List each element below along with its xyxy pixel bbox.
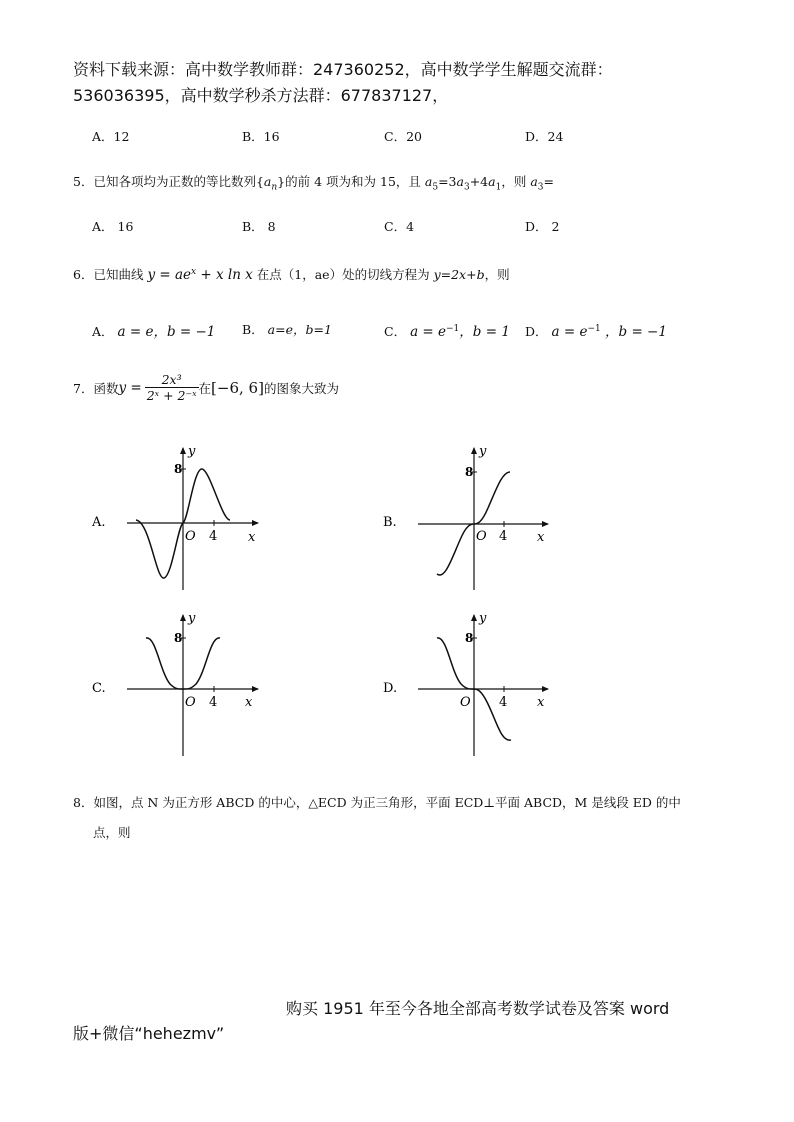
q7-graphs [80, 440, 740, 770]
q6-option-c-letter: C． [384, 324, 407, 339]
q4-option-b: B．16 [242, 129, 280, 144]
q5-then: ，则 [501, 174, 531, 189]
q8-line2: 点，则 [93, 825, 131, 840]
graph-a-x-tick-label: 4 [209, 529, 218, 544]
q6-curve: y = ae [147, 267, 191, 283]
q7-denominator: 2ˣ + 2⁻ˣ [146, 388, 197, 403]
q5-plus: +4 [469, 174, 489, 189]
footer-line1: 购买 1951 年至今各地全部高考数学试卷及答案 word [286, 999, 670, 1018]
q5-seq-sub: n [271, 182, 278, 193]
graph-d [383, 611, 548, 756]
q6-curve-sup: x [191, 266, 197, 277]
q7-mid: 在 [198, 380, 212, 396]
graph-c-y-tick-label: 8 [174, 631, 183, 645]
footer-line2: 版+微信“hehezmv” [73, 1024, 225, 1043]
q5-a3b-sub: 3 [537, 182, 544, 193]
question-6-stem [73, 265, 510, 283]
question-8-stem [73, 793, 773, 811]
q6-option-d [525, 320, 667, 340]
question-5-stem [73, 172, 554, 193]
q6-option-d-tail: ，b = −1 [600, 324, 667, 340]
graph-b-option-label: B. [383, 515, 397, 530]
graph-b-y-label: y [479, 444, 487, 459]
graph-a-y-tick-label: 8 [174, 462, 183, 476]
q5-seq-var: a [263, 174, 272, 189]
q5-eq: =3 [438, 174, 457, 189]
q6-option-a [92, 320, 215, 340]
q6-option-c [384, 320, 510, 340]
q4-option-a: A．12 [92, 129, 130, 144]
graph-b [383, 444, 548, 590]
q5-a5: a [424, 174, 433, 189]
q4-option-c: C．20 [384, 129, 422, 144]
q7-pre: 函数 [93, 380, 119, 396]
question-7-stem [73, 372, 339, 403]
graph-d-x-tick-label: 4 [499, 695, 508, 710]
source-header-line1: 资料下载来源：高中数学教师群：247360252，高中数学学生解题交流群： [73, 60, 613, 79]
q6-option-c-text: a = e [410, 324, 446, 340]
q5-a5-sub: 5 [432, 182, 439, 193]
q5-option-b: B． 8 [242, 219, 276, 234]
graph-b-x-tick-label: 4 [499, 529, 508, 544]
q6-option-b-text: a=e，b=1 [267, 322, 332, 337]
q6-stem-c: ，则 [484, 267, 510, 282]
graph-b-origin-label: O [476, 529, 487, 544]
q5-a1-sub: 1 [495, 182, 502, 193]
q6-option-d-text: a = e [551, 324, 588, 340]
q6-option-d-letter: D． [525, 324, 548, 339]
graph-d-y-label: y [479, 611, 487, 626]
q5-a1: a [488, 174, 496, 189]
graph-c-x-label: x [245, 695, 253, 710]
q7-numerator: 2x³ [145, 372, 199, 388]
q5-option-c: C．4 [384, 219, 415, 234]
q6-stem-b: 在点（1，ae）处的切线方程为 [252, 267, 434, 282]
q6-option-b-letter: B． [242, 322, 264, 337]
graph-a-option-label: A. [92, 515, 106, 530]
q8-line1: 如图，点 N 为正方形 ABCD 的中心，△ECD 为正三角形，平面 ECD⊥平面 ABCD，M 是线段 ED 的中 [93, 795, 681, 810]
q5-option-a: A． 16 [92, 219, 134, 234]
graph-d-option-label: D. [383, 681, 398, 696]
q6-option-a-letter: A． [92, 324, 114, 339]
q5-number: 5． [73, 174, 94, 189]
q7-number: 7． [73, 380, 94, 396]
graph-c-x-tick-label: 4 [209, 695, 218, 710]
q6-option-d-sup: −1 [587, 323, 601, 334]
q7-interval: [−6, 6] [211, 378, 264, 397]
q5-stem-b: }的前 4 项为和为 15，且 [277, 174, 425, 189]
q8-number: 8． [73, 795, 94, 810]
q6-option-c-tail: ，b = 1 [459, 324, 510, 340]
q5-a3-sub: 3 [463, 182, 470, 193]
q6-option-c-sup: −1 [446, 323, 460, 334]
graph-a [91, 444, 258, 590]
q5-a3: a [456, 174, 464, 189]
q6-number: 6． [73, 267, 94, 282]
q6-curve-b: + x ln x [196, 267, 253, 283]
q6-tangent: y=2x+b [433, 267, 485, 282]
graph-d-y-tick-label: 8 [465, 631, 474, 645]
graph-a-x-label: x [248, 530, 256, 545]
graph-d-x-label: x [537, 695, 545, 710]
graph-c-option-label: C. [92, 681, 106, 696]
q5-stem-a: 已知各项均为正数的等比数列{ [93, 174, 264, 189]
graph-c-y-label: y [188, 611, 196, 626]
q6-option-b [242, 320, 332, 338]
q7-y-eq: y = [118, 379, 142, 396]
q7-fraction [145, 372, 199, 403]
graph-a-origin-label: O [185, 529, 196, 544]
q4-option-d: D．24 [525, 129, 564, 144]
graph-b-x-label: x [537, 530, 545, 545]
graph-c [92, 611, 258, 756]
graph-d-origin-label: O [460, 695, 471, 710]
q6-stem-a: 已知曲线 [93, 267, 148, 282]
q5-option-d: D． 2 [525, 219, 560, 234]
q7-post: 的图象大致为 [263, 380, 339, 396]
source-header-line2: 536036395，高中数学秒杀方法群：677837127， [73, 86, 449, 105]
graph-a-y-label: y [188, 444, 196, 459]
graph-b-y-tick-label: 8 [465, 465, 474, 479]
q5-end: = [543, 174, 554, 189]
q5-a3b: a [530, 174, 538, 189]
graph-c-origin-label: O [185, 695, 196, 710]
q6-option-a-text: a = e，b = −1 [117, 324, 216, 340]
